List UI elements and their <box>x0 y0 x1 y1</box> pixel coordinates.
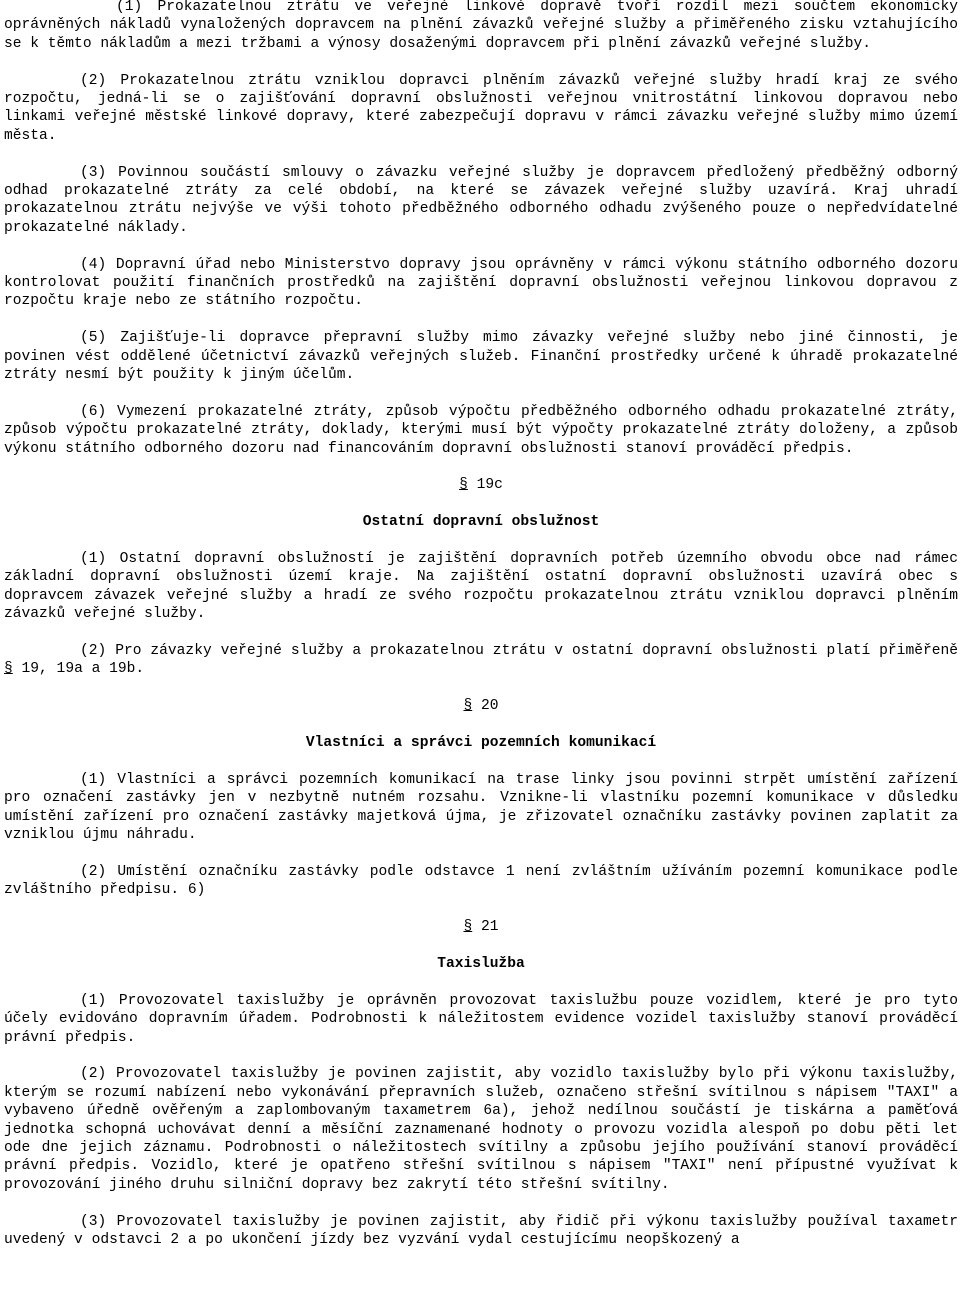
paragraph: (3) Provozovatel taxislužby je povinen zajistit, aby řidič při výkonu taxislužby používal taxametr uvedený v odstavci 2 a po ukončení jízdy bez vyzvání vydal cestujícímu neopškozený a <box>4 1213 958 1248</box>
paragraph: (1) Ostatní dopravní obslužností je zajištění dopravních potřeb územního obvodu obce nad rámec základní dopravní obslužnosti území kraje. Na zajištění ostatní dopravní obslužnosti uzavírá obec s dopravcem závazek veřejné služby a hradí ze svého rozpočtu prokazatelnou ztrátu vzniklou dopravci plněním závazků veřejné služby. <box>4 551 958 623</box>
document-page <box>4 0 958 1268</box>
section-number <box>4 476 958 494</box>
section-symbol: § <box>463 919 473 936</box>
section-symbol: § <box>463 698 473 715</box>
section-title: Taxislužba <box>437 955 525 972</box>
paragraph: (5) Zajišťuje-li dopravce přepravní služby mimo závazky veřejné služby nebo jiné činnosti, je povinen vést oddělené účetnictví závazků veřejných služeb. Finanční prostředky určené k úhradě prokazatelné ztráty nesmí být použity k jiným účelům. <box>4 330 958 384</box>
paragraph: (1) Prokazatelnou ztrátu ve veřejné linkové dopravě tvoří rozdíl mezi součtem ekonomicky oprávněných nákladů vynaložených dopravcem na plnění závazků veřejné služby a přiměřeného zisku vztahujícího se k těmto nákladům a mezi tržbami a výnosy dosaženými dopravcem při plnění závazků veřejné služby. <box>4 0 958 52</box>
section-title: Vlastníci a správci pozemních komunikací <box>305 735 657 752</box>
paragraph: (1) Provozovatel taxislužby je oprávněn provozovat taxislužbu pouze vozidlem, které je pro tyto účely evidováno dopravním úřadem. Podrobnosti k náležitostem evidence vozidel taxislužby stanoví prováděcí právní předpis. <box>4 992 958 1046</box>
paragraph: (3) Povinnou součástí smlouvy o závazku veřejné služby je dopravcem předložený předběžný odborný odhad prokazatelné ztráty za celé období, na které se závazek veřejné služby uzavírá. Kraj uhradí prokazatelnou ztrátu nejvýše ve výši tohoto předběžného odborného odhadu zvýšeného pouze o nepředvídatelné prokazatelné náklady. <box>4 164 958 236</box>
section-number <box>4 697 958 715</box>
paragraph: (2) Prokazatelnou ztrátu vzniklou dopravci plněním závazků veřejné služby hradí kraj ze svého rozpočtu, jedná-li se o zajišťování dopravní obslužnosti veřejnou vnitrostátní linkovou dopravou nebo linkami veřejné městské linkové dopravy, které zabezpečují dopravu v rámci závazku veřejné služby mimo území města. <box>4 72 958 144</box>
section-number-value: 19c <box>476 477 503 494</box>
paragraph: (2) Provozovatel taxislužby je povinen zajistit, aby vozidlo taxislužby bylo při výkonu taxislužby, kterým se rozumí nabízení nebo vykonávání přepravních služeb, označeno střešní svítilnou s nápisem "TAXI" a vybaveno úředně ověřeným a zaplombovaným taxametrem 6a), jehož nedílnou součástí je tiskárna a paměťová jednotka schopná uchovávat denní a měsíční zaznamenané hodnoty o provozu vozidla alespoň po dobu pěti let ode dne jejich záznamu. Podrobnosti o náležitostech svítilny a způsobu jejího používání stanoví prováděcí právní předpis. Vozidlo, které je opatřeno střešní svítilnou s nápisem "TAXI" není přípustné využívat k provozování jiného druhu silniční dopravy bez zakrytí této střešní svítilny. <box>4 1066 958 1193</box>
section-number <box>4 918 958 936</box>
section-number-value: 21 <box>481 919 499 936</box>
paragraph: (1) Vlastníci a správci pozemních komunikací na trase linky jsou povinni strpět umístění zařízení pro označení zastávky jen v nezbytně nutném rozsahu. Vznikne-li vlastníku pozemní komunikace v důsledku umístění zařízení pro označení zastávky majetková újma, je zřizovatel označníku zastávky povinen zaplatit za vzniklou újmu náhradu. <box>4 771 958 844</box>
section-symbol: § <box>459 477 468 494</box>
paragraph: (2) Umístění označníku zastávky podle odstavce 1 není zvláštním užíváním pozemní komunikace podle zvláštního předpisu. 6) <box>4 863 958 899</box>
section-number-value: 20 <box>481 698 499 715</box>
paragraph-text-end: 19, 19a a 19b. <box>21 661 145 678</box>
paragraph: (6) Vymezení prokazatelné ztráty, způsob výpočtu předběžného odborného odhadu prokazatelné ztráty, způsob výpočtu prokazatelné ztráty, doklady, kterými musí být výpočty prokazatelné ztráty doloženy, a způsob výkonu státního odborného dozoru nad financováním dopravní obslužnosti stanoví prováděcí předpis. <box>4 403 958 457</box>
paragraph: (4) Dopravní úřad nebo Ministerstvo dopravy jsou oprávněny v rámci výkonu státního odborného dozoru kontrolovat použití finančních prostředků na zajištění dopravní obslužnosti veřejnou linkovou dopravou z rozpočtu kraje nebo ze státního rozpočtu. <box>4 256 958 310</box>
paragraph-text: (2) Pro závazky veřejné služby a prokazatelnou ztrátu v ostatní dopravní obslužnosti platí přiměřeně <box>80 643 958 660</box>
section-symbol: § <box>4 661 13 678</box>
section-title: Ostatní dopravní obslužnost <box>362 514 600 531</box>
paragraph <box>4 642 958 679</box>
